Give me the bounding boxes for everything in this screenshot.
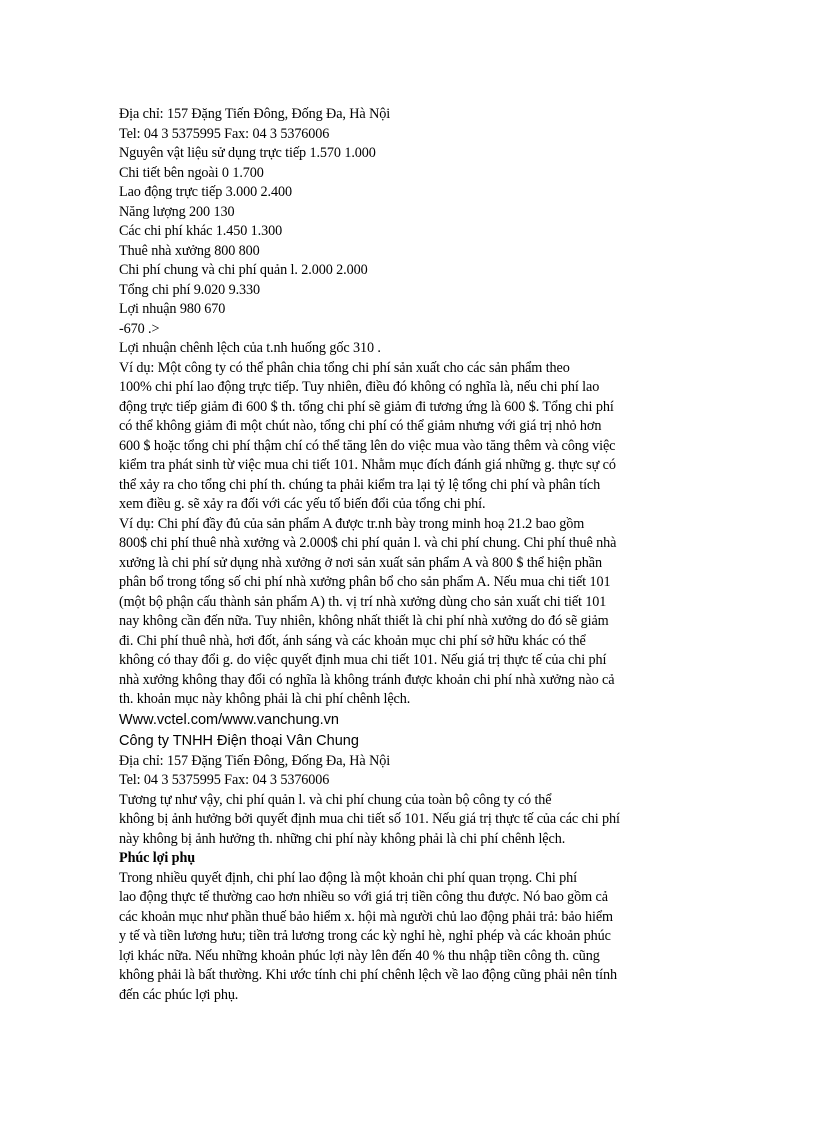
text-line: Chi tiết bên ngoài 0 1.700 — [119, 164, 264, 181]
company-name: Công ty TNHH Điện thoại Vân Chung — [119, 732, 359, 749]
text-line: Trong nhiều quyết định, chi phí lao động là một khoản chi phí quan trọng. Chi phí — [119, 869, 577, 886]
text-line: xưởng là chi phí sử dụng nhà xưởng ở nơi sản xuất sản phẩm A và 800 $ thể hiện phần — [119, 554, 602, 571]
website-link[interactable]: Www.vctel.com/www.vanchung.vn — [119, 711, 339, 728]
text-line: Lao động trực tiếp 3.000 2.400 — [119, 184, 292, 200]
text-line: đi. Chi phí thuê nhà, hơi đốt, ánh sáng và các khoản mục chi phí sở hữu khác có thể — [119, 632, 586, 649]
text-line: Chi phí chung và chi phí quản l. 2.000 2.000 — [119, 262, 368, 278]
text-line: Lợi nhuận 980 670 — [119, 301, 226, 317]
text-line: Tel: 04 3 5375995 Fax: 04 3 5376006 — [119, 125, 330, 142]
text-line: không phải là bất thường. Khi ước tính chi phí chênh lệch về lao động cũng phải nên tính — [119, 967, 617, 983]
company-address: Địa chỉ: 157 Đặng Tiến Đông, Đống Đa, Hà Nội — [119, 752, 391, 769]
text-line: Tương tự như vậy, chi phí quản l. và chi phí chung của toàn bộ công ty có thể — [119, 791, 552, 808]
text-line: nhà xưởng không thay đổi có nghĩa là không tránh được khoản chi phí nhà xưởng nào cả — [119, 671, 615, 688]
text-line: 800$ chi phí thuê nhà xưởng và 2.000$ chi phí quản l. và chi phí chung. Chi phí thuê nhà — [119, 535, 617, 551]
text-line: Lợi nhuận chênh lệch của t.nh huống gốc 310 . — [119, 340, 381, 356]
text-line: thể xảy ra cho tổng chi phí th. chúng ta phải kiểm tra lại tỷ lệ tổng chi phí và phân tích — [119, 476, 601, 493]
text-line: Thuê nhà xưởng 800 800 — [119, 242, 260, 259]
document-page — [119, 105, 709, 1005]
text-line: 600 $ hoặc tổng chi phí thậm chí có thể tăng lên do việc mua vào tăng thêm và công việc — [119, 437, 616, 454]
text-line: đến các phúc lợi phụ. — [119, 986, 239, 1003]
text-line: Ví dụ: Một công ty có thể phân chia tổng chi phí sản xuất cho các sản phẩm theo — [119, 359, 570, 376]
text-line: lợi khác nữa. Nếu những khoản phúc lợi này lên đến 40 % thu nhập tiền công th. cũng — [119, 947, 600, 964]
text-line: các khoản mục như phần thuế bảo hiểm x. hội mà người chủ lao động phải trả: bảo hiểm — [119, 908, 613, 925]
section-heading: Phúc lợi phụ — [119, 850, 196, 866]
text-line: nay không cần đến nữa. Tuy nhiên, không nhất thiết là chi phí nhà xưởng do đó sẽ giảm — [119, 613, 609, 629]
text-line: Nguyên vật liệu sử dụng trực tiếp 1.570 1.000 — [119, 145, 376, 161]
text-line: này không bị ảnh hưởng th. những chi phí này không phải là chi phí chênh lệch. — [119, 830, 566, 847]
text-line: động trực tiếp giảm đi 600 $ th. tổng chi phí sẽ giảm đi tương ứng là 600 $. Tổng chi phí — [119, 398, 614, 415]
text-line: Ví dụ: Chi phí đầy đủ của sản phẩm A được tr.nh bày trong minh hoạ 21.2 bao gồm — [119, 515, 585, 532]
company-tel: Tel: 04 3 5375995 Fax: 04 3 5376006 — [119, 772, 330, 788]
text-line: xem điều g. sẽ xảy ra đối với các yếu tố biến đổi của tổng chi phí. — [119, 496, 486, 512]
text-line: phân bổ trong tổng số chi phí nhà xưởng phân bổ cho sản phẩm A. Nếu mua chi tiết 101 — [119, 574, 611, 590]
text-line: (một bộ phận cấu thành sản phẩm A) th. vị trí nhà xưởng dùng cho sản xuất chi tiết 101 — [119, 593, 607, 610]
text-line: Năng lượng 200 130 — [119, 203, 235, 220]
text-line: th. khoản mục này không phải là chi phí chênh lệch. — [119, 691, 411, 707]
text-line: kiểm tra phát sinh từ việc mua chi tiết 101. Nhằm mục đích đánh giá những g. thực sự có — [119, 457, 616, 473]
text-line: không có thay đổi g. do việc quyết định mua chi tiết 101. Nếu giá trị thực tế của chi phí — [119, 652, 607, 668]
text-line: Các chi phí khác 1.450 1.300 — [119, 223, 283, 239]
text-line: Địa chỉ: 157 Đặng Tiến Đông, Đống Đa, Hà Nội — [119, 106, 391, 122]
text-line: -670 .> — [119, 320, 160, 337]
text-line: không bị ảnh hưởng bởi quyết định mua chi tiết số 101. Nếu giá trị thực tế của các chi phí — [119, 811, 620, 827]
text-line: 100% chi phí lao động trực tiếp. Tuy nhiên, điều đó không có nghĩa là, nếu chi phí lao — [119, 379, 600, 395]
text-line: y tế và tiền lương hưu; tiền trả lương trong các kỳ nghỉ hè, nghỉ phép và các khoản phúc — [119, 928, 611, 944]
text-line: có thể không giảm đi một chút nào, tổng chi phí có thể giảm nhưng với giá trị nhỏ hơn — [119, 418, 602, 434]
text-line: Tổng chi phí 9.020 9.330 — [119, 281, 261, 298]
text-line: lao động thực tế thường cao hơn nhiều so với giá trị tiền công thu được. Nó bao gồm cả — [119, 889, 608, 905]
